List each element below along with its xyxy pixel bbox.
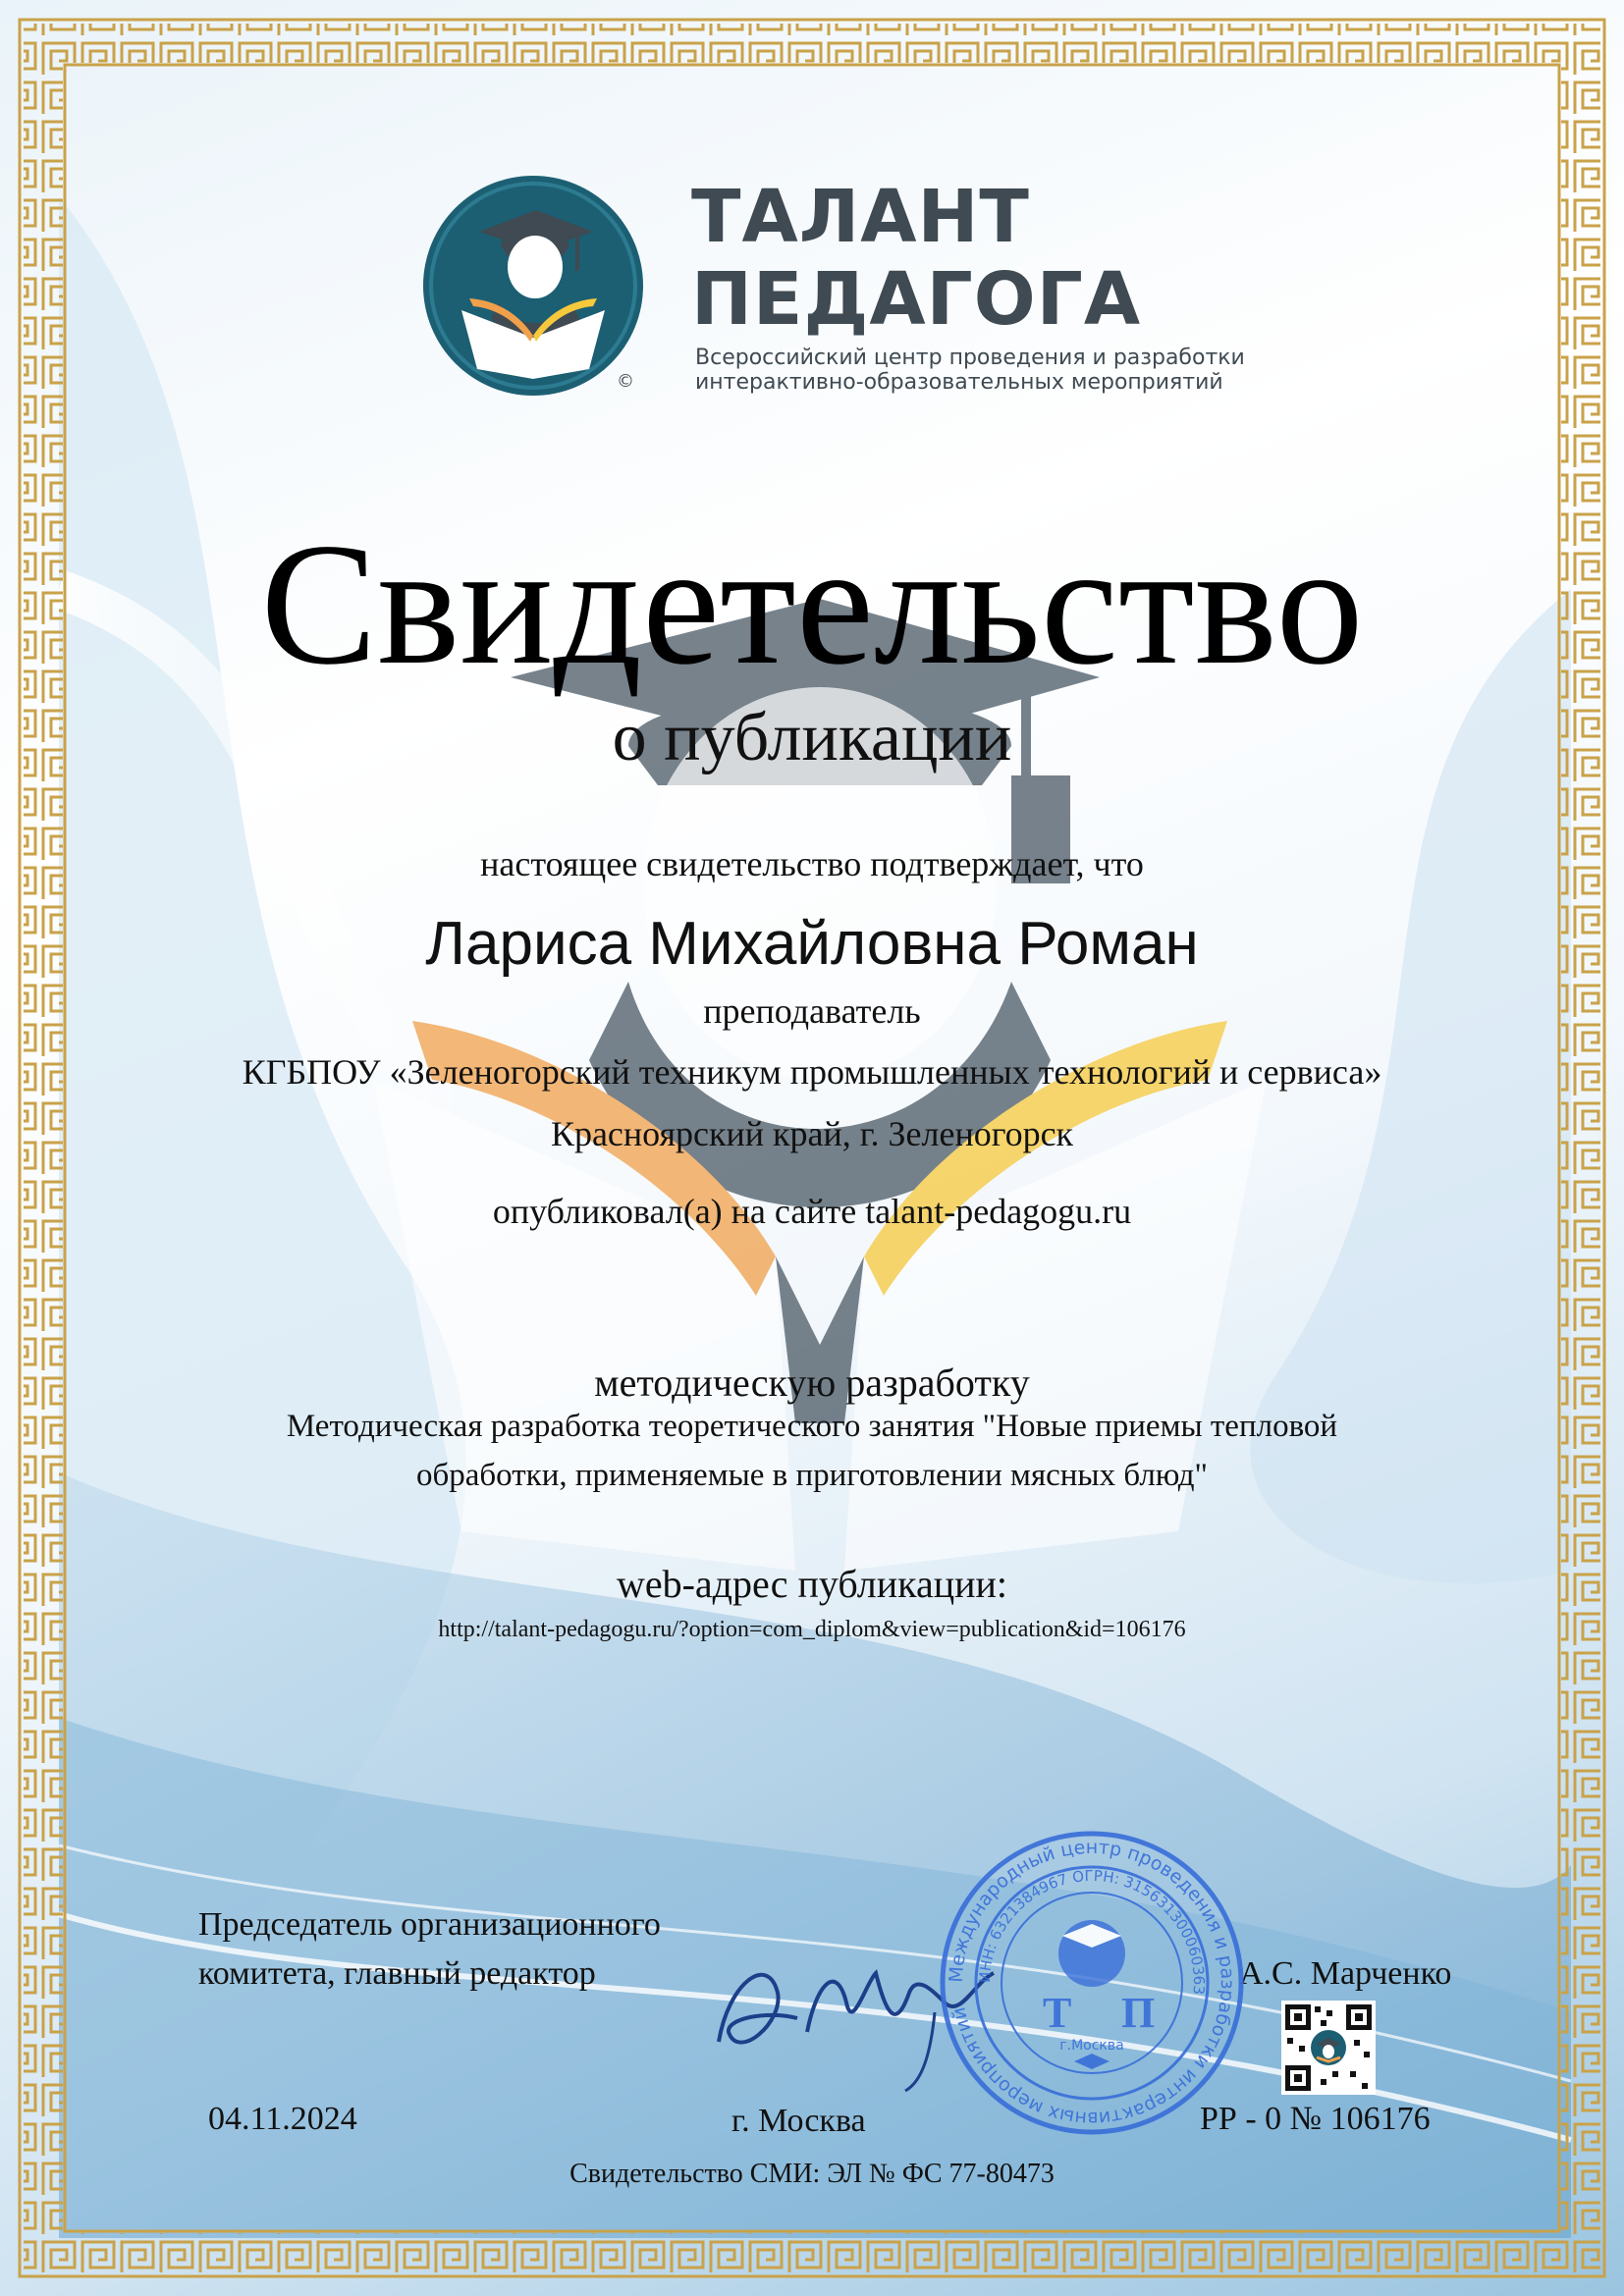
stamp-city: г.Москва (1059, 2038, 1124, 2054)
web-address-link[interactable]: http://talant-pedagogu.ru/?option=com_diplom&view=publication&id=106176 (438, 1617, 1186, 1642)
signer-role-line2: комитета, главный редактор (198, 1955, 596, 1992)
talant-pedagoga-logo (420, 173, 646, 399)
media-certificate: Свидетельство СМИ: ЭЛ № ФС 77-80473 (569, 2159, 1055, 2189)
issue-city: г. Москва (731, 2103, 866, 2139)
web-address-label: web-адрес публикации: (616, 1562, 1008, 1606)
stamp-letter-left: Т (1043, 1989, 1072, 2037)
stamp-letter-right: П (1121, 1989, 1156, 2037)
qr-code-icon (1281, 2001, 1376, 2095)
certificate-title: Свидетельство (260, 507, 1364, 701)
recipient-location: Красноярский край, г. Зеленогорск (550, 1114, 1074, 1153)
certificate-subtitle: о публикации (612, 700, 1012, 775)
brand-name-line1: ТАЛАНТ (691, 175, 1030, 259)
work-title-line2: обработки, применяемые в приготовлении мясных блюд" (415, 1458, 1209, 1493)
recipient-organization: КГБПОУ «Зеленогорский техникум промышленных технологий и сервиса» (242, 1052, 1382, 1092)
issue-date: 04.11.2024 (208, 2101, 357, 2137)
organization-stamp (935, 1826, 1249, 2140)
signer-name: А.С. Марченко (1239, 1955, 1452, 1992)
intro-text: настоящее свидетельство подтверждает, что (480, 844, 1144, 883)
work-type: методическую разработку (594, 1361, 1030, 1405)
brand-tagline-line1: Всероссийский центр проведения и разработки (695, 346, 1245, 370)
stamp-ring-text: Международный центр проведения и разработки интерактивных мероприятий (945, 1836, 1239, 2130)
stamp-inner-text: ИНН: 6321384967 ОГРН: 315631300060363 (975, 1866, 1209, 1996)
recipient-name: Лариса Михайловна Роман (425, 910, 1199, 978)
brand-name-line2: ПЕДАГОГА (691, 257, 1142, 342)
copyright-mark: © (617, 371, 634, 392)
published-on-text: опубликовал(а) на сайте talant-pedagogu.ru (492, 1192, 1132, 1231)
work-title-line1: Методическая разработка теоретического занятия "Новые приемы тепловой (286, 1409, 1338, 1444)
certificate-number: РР - 0 № 106176 (1200, 2101, 1431, 2137)
brand-tagline-line2: интерактивно-образовательных мероприятий (695, 370, 1223, 395)
signer-role-line1: Председатель организационного (198, 1906, 661, 1943)
recipient-position: преподаватель (703, 991, 921, 1031)
